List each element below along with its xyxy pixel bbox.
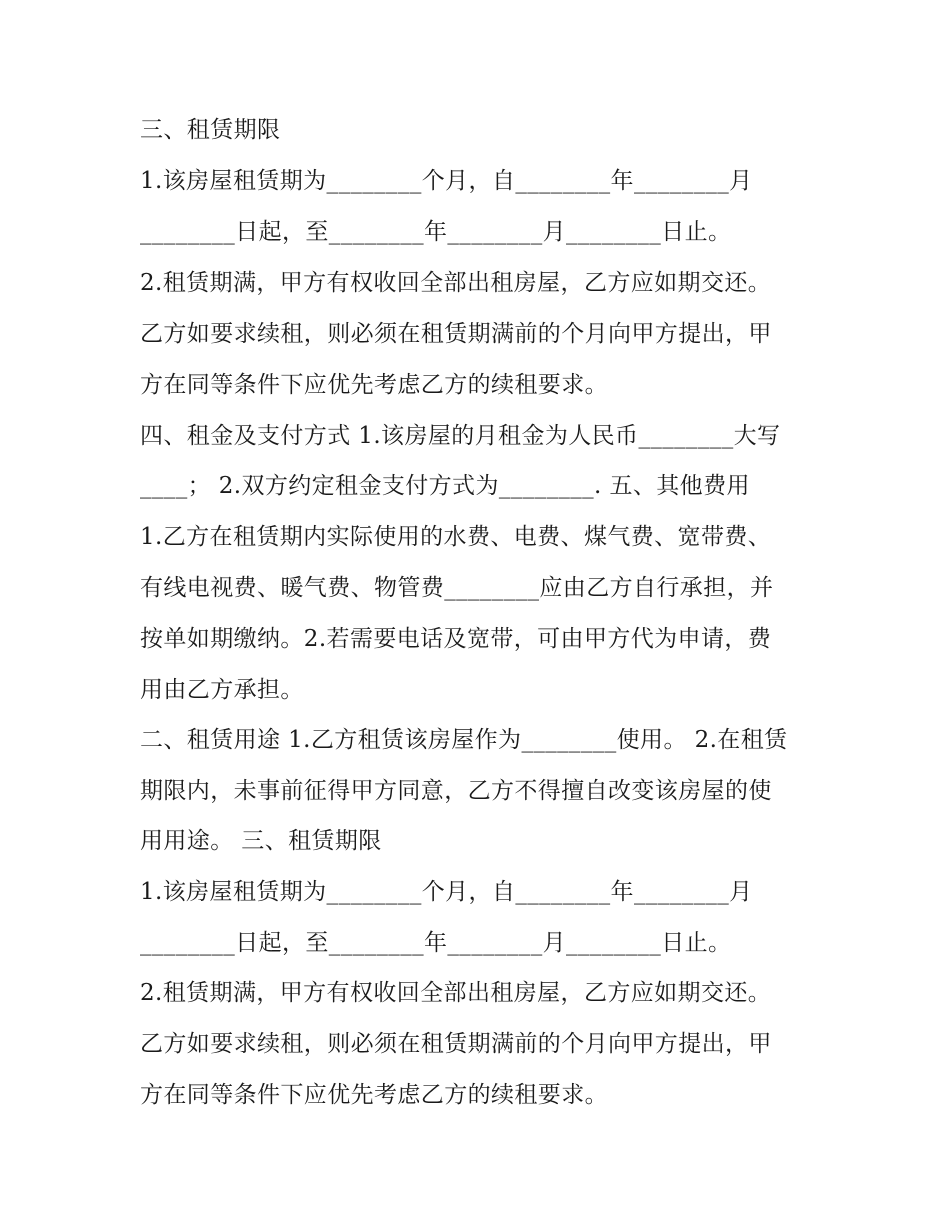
paragraph-line: 1.乙方在租赁期内实际使用的水费、电费、煤气费、宽带费、 [140, 524, 772, 550]
paragraph-line: ________日起，至________年________月________日止。 [140, 930, 732, 956]
paragraph-line: 期限内，未事前征得甲方同意，乙方不得擅自改变该房屋的使 [140, 778, 772, 804]
paragraph-line: 四、租金及支付方式 1.该房屋的月租金为人民币________大写 [140, 423, 781, 449]
paragraph-line: 按单如期缴纳。2.若需要电话及宽带，可由甲方代为申请，费 [140, 626, 772, 652]
paragraph-line: 乙方如要求续租，则必须在租赁期满前的个月向甲方提出，甲 [140, 1031, 772, 1057]
paragraph-line: 二、租赁用途 1.乙方租赁该房屋作为________使用。 2.在租赁 [140, 727, 788, 753]
paragraph-line: 2.租赁期满，甲方有权收回全部出租房屋，乙方应如期交还。 [140, 270, 772, 296]
paragraph-line: 2.租赁期满，甲方有权收回全部出租房屋，乙方应如期交还。 [140, 980, 772, 1006]
paragraph-line: 用由乙方承担。 [140, 677, 304, 703]
paragraph-line: 有线电视费、暖气费、物管费________应由乙方自行承担，并 [140, 575, 774, 601]
paragraph-line: 方在同等条件下应优先考虑乙方的续租要求。 [140, 1082, 608, 1108]
paragraph-line: 方在同等条件下应优先考虑乙方的续租要求。 [140, 372, 608, 398]
section-heading-lease-term: 三、租赁期限 [140, 117, 281, 143]
paragraph-line: ________日起，至________年________月________日止。 [140, 219, 732, 245]
paragraph-line: 1.该房屋租赁期为________个月，自________年________月 [140, 168, 753, 194]
paragraph-line: 用用途。 三、租赁期限 [140, 828, 382, 854]
paragraph-line: ____； 2.双方约定租金支付方式为________. 五、其他费用 [140, 473, 750, 499]
paragraph-line: 乙方如要求续租，则必须在租赁期满前的个月向甲方提出，甲 [140, 321, 772, 347]
paragraph-line: 1.该房屋租赁期为________个月，自________年________月 [140, 879, 753, 905]
